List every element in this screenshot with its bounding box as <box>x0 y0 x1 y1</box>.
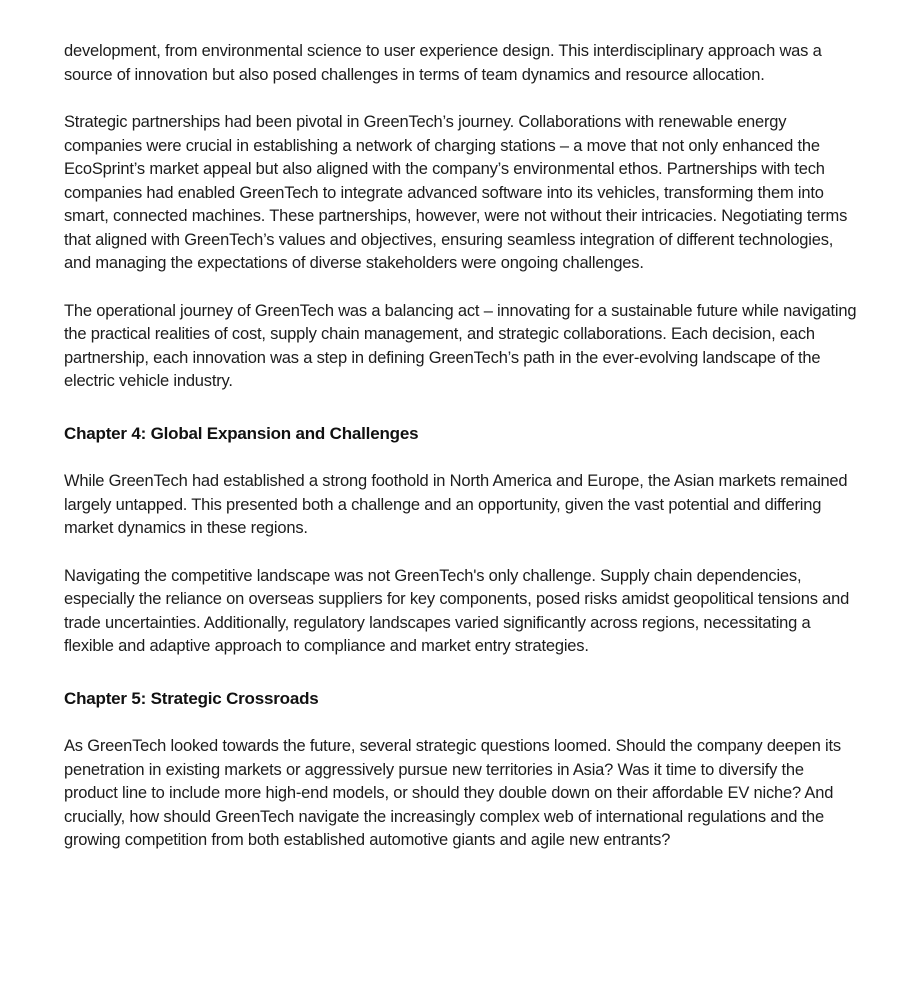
document-text-body <box>64 40 858 853</box>
chapter-5-heading: Chapter 5: Strategic Crossroads <box>64 688 319 708</box>
paragraph-global-foothold: While GreenTech had established a strong foothold in North America and Europe, the Asian markets remained largely untapped. This presented both a challenge and an opportunity, given the vast potential and differing market dynamics in these regions. <box>64 472 848 537</box>
paragraph-strategic-questions: As GreenTech looked towards the future, several strategic questions loomed. Should the company deepen its penetration in existing markets or aggressively pursue new territories in Asia? Was it time to diversify the product line to include more high-end models, or should they double down on their affordable EV niche? And crucially, how should GreenTech navigate the increasingly complex web of international regulations and the growing competition from both established automotive giants and agile new entrants? <box>64 737 841 849</box>
paragraph-supply-chain: Navigating the competitive landscape was not GreenTech's only challenge. Supply chain dependencies, especially the reliance on overseas suppliers for key components, posed risks amidst geopolitical tensions and trade uncertainties. Additionally, regulatory landscapes varied significantly across regions, necessitating a flexible and adaptive approach to compliance and market entry strategies. <box>64 566 850 655</box>
paragraph-continuation: development, from environmental science to user experience design. This interdisciplinary approach was a source of innovation but also posed challenges in terms of team dynamics and resource allocation. <box>64 42 822 84</box>
paragraph-strategic-partnerships: Strategic partnerships had been pivotal in GreenTech’s journey. Collaborations with renewable energy companies were crucial in establishing a network of charging stations – a move that not only enhanced the EcoSprint’s market appeal but also aligned with the company’s environmental ethos. Partnerships with tech companies had enabled GreenTech to integrate advanced software into its vehicles, transforming them into smart, connected machines. These partnerships, however, were not without their intricacies. Negotiating terms that aligned with GreenTech’s values and objectives, ensuring seamless integration of different technologies, and managing the expectations of diverse stakeholders were ongoing challenges. <box>64 113 848 272</box>
paragraph-operational-journey: The operational journey of GreenTech was a balancing act – innovating for a sustainable future while navigating the practical realities of cost, supply chain management, and strategic collaborations. Each decision, each partnership, each innovation was a step in defining GreenTech’s path in the ever-evolving landscape of the electric vehicle industry. <box>64 301 857 390</box>
chapter-4-heading: Chapter 4: Global Expansion and Challenges <box>64 423 419 443</box>
